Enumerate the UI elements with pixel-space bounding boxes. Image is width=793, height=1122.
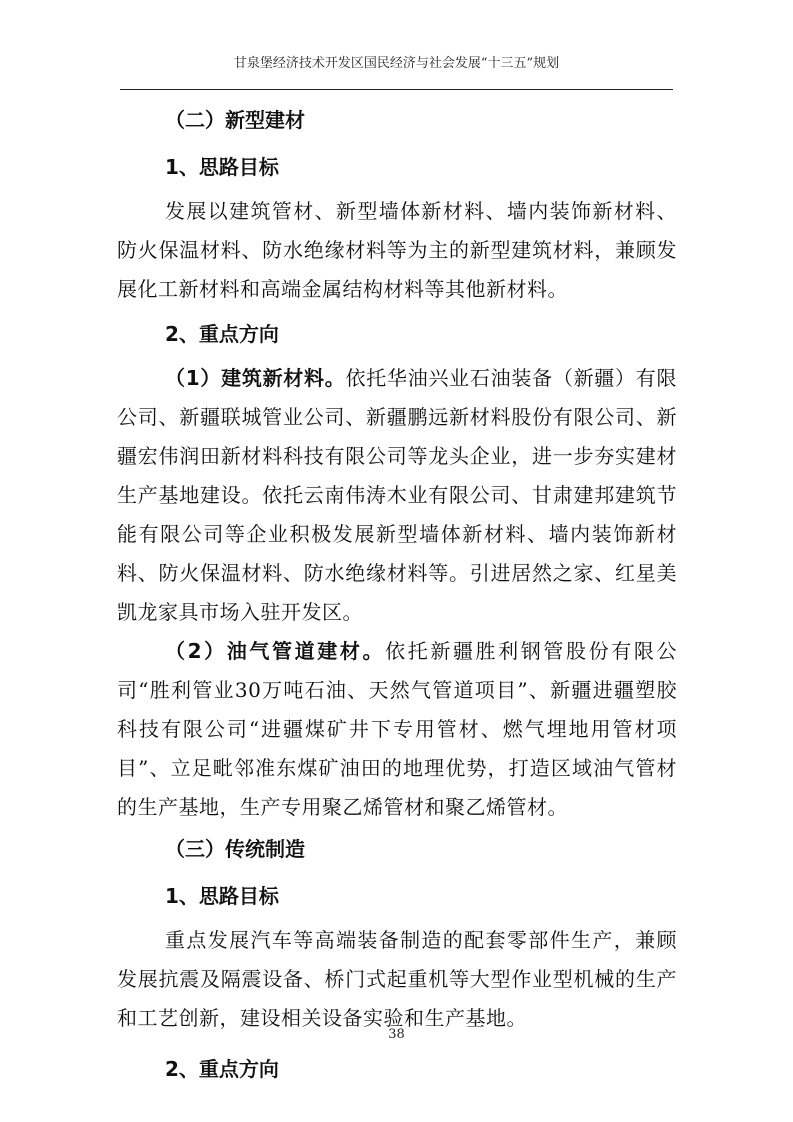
item-text-building-new-materials: 依托华油兴业石油装备（新疆）有限公司、新疆联城管业公司、新疆鹏远新材料股份有限公司、新疆宏伟润田新材料科技有限公司等龙头企业，进一步夯实建材生产基地建设。依托云南伟涛木业有限公司、甘肃建邦建筑节能有限公司等企业积极发展新型墙体新材料、墙内装饰新材料、防火保温材料、防水绝缘材料等。引进居然之家、红星美凯龙家具市场入驻开发区。 bbox=[117, 366, 678, 624]
subheading-key-directions: 2、重点方向 bbox=[165, 322, 279, 346]
subheading-goals-manufacturing: 1、思路目标 bbox=[165, 884, 279, 908]
paragraph-building-new-materials bbox=[117, 359, 677, 632]
subheading-key-directions-manufacturing: 2、重点方向 bbox=[165, 1057, 279, 1081]
subheading-goals: 1、思路目标 bbox=[165, 155, 279, 179]
item-title-oil-gas-pipeline: （2）油气管道建材。 bbox=[165, 639, 386, 663]
item-text-oil-gas-pipeline: 依托新疆胜利钢管股份有限公司“胜利管业30万吨石油、天然气管道项目”、新疆进疆塑胶科技有限公司“进疆煤矿井下专用管材、燃气埋地用管材项目”、立足毗邻准东煤矿油田的地理优势，打造区域油气管材的生产基地，生产专用聚乙烯管材和聚乙烯管材。 bbox=[117, 639, 677, 819]
document-body bbox=[117, 98, 677, 1094]
paragraph-goals-manufacturing: 重点发展汽车等高端装备制造的配套零部件生产，兼顾发展抗震及隔震设备、桥门式起重机等大型作业型机械的生产和工艺创新，建设相关设备实验和生产基地。 bbox=[117, 928, 677, 1030]
paragraph-oil-gas-pipeline-materials bbox=[117, 632, 677, 827]
item-title-building-new-materials: （1）建筑新材料。 bbox=[165, 366, 346, 390]
section-heading-new-building-materials: （二）新型建材 bbox=[165, 108, 305, 132]
running-header: 甘泉堡经济技术开发区国民经济与社会发展“十三五”规划 bbox=[233, 56, 560, 71]
header-rule bbox=[120, 89, 673, 90]
paragraph-goals: 发展以建筑管材、新型墙体新材料、墙内装饰新材料、防火保温材料、防水绝缘材料等为主的新型建筑材料，兼顾发展化工新材料和高端金属结构材料等其他新材料。 bbox=[117, 199, 677, 301]
page-number: 38 bbox=[388, 1027, 405, 1042]
section-heading-traditional-manufacturing: （三）传统制造 bbox=[165, 837, 305, 861]
